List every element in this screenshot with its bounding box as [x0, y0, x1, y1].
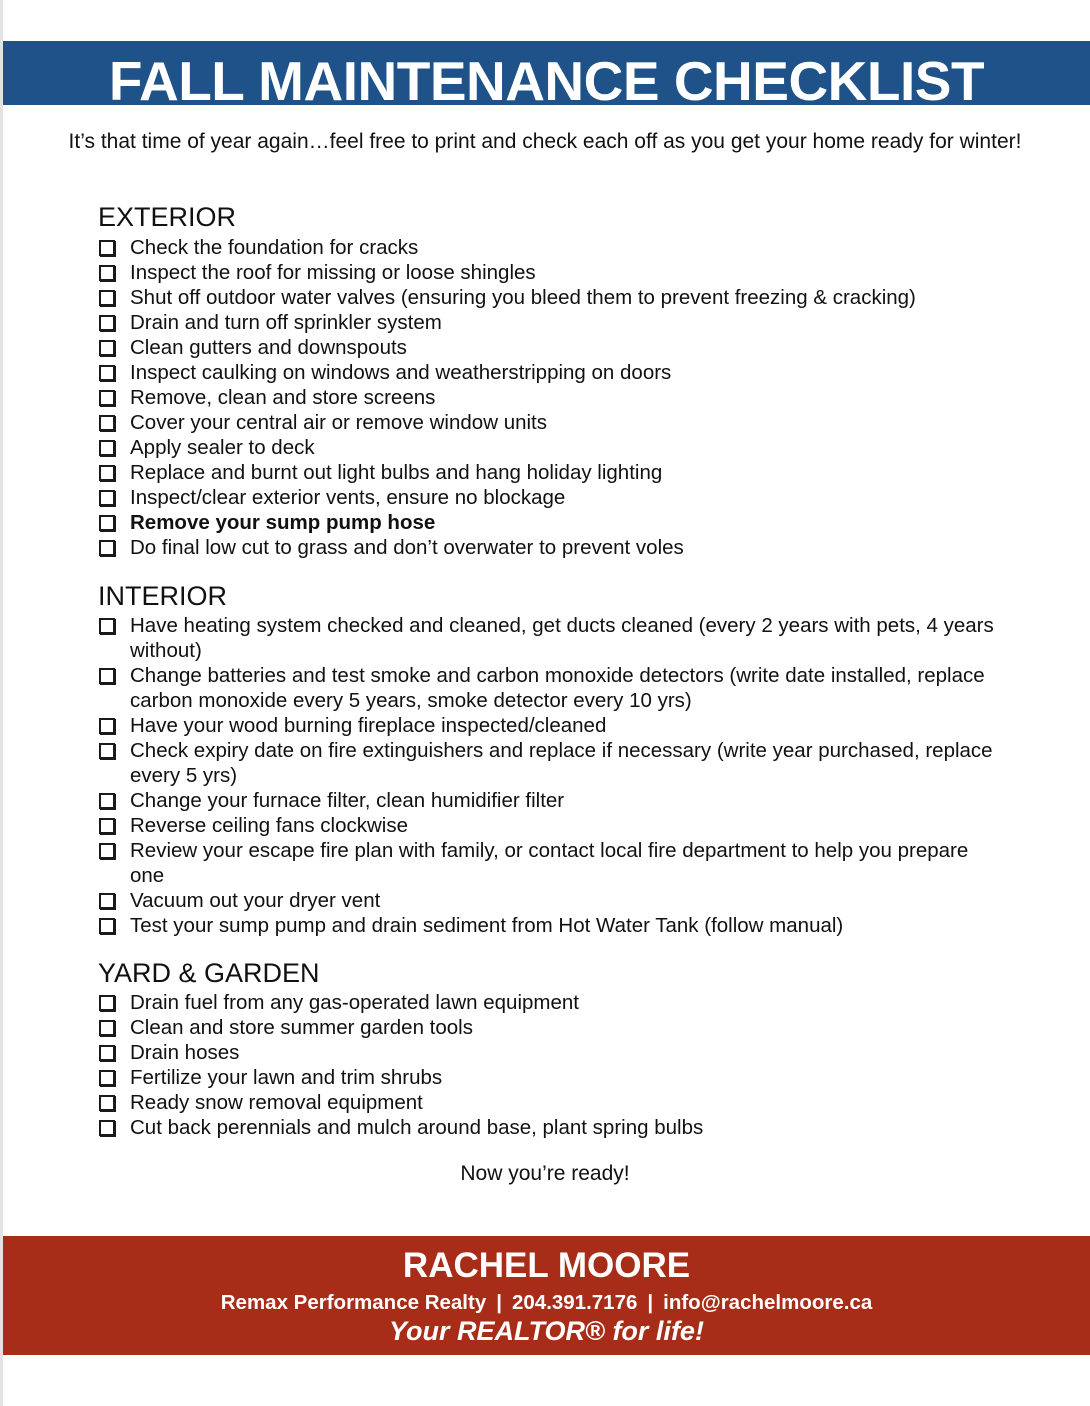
closing-text: Now you’re ready!: [460, 1162, 630, 1185]
list-item[interactable]: Check expiry date on fire extinguishers and replace if necessary (write year purchased, replace every 5 yrs): [98, 738, 998, 788]
list-item[interactable]: Ready snow removal equipment: [98, 1090, 998, 1115]
checkbox-icon[interactable]: [99, 995, 115, 1011]
checkbox-icon[interactable]: [99, 365, 115, 381]
list-item[interactable]: Cover your central air or remove window units: [98, 410, 998, 435]
intro-text: It’s that time of year again…feel free to print and check each off as you get your home ready for winter!: [68, 130, 1022, 153]
list-item[interactable]: Clean gutters and downspouts: [98, 335, 998, 360]
checkbox-icon[interactable]: [99, 893, 115, 909]
list-item[interactable]: Do final low cut to grass and don’t overwater to prevent voles: [98, 535, 998, 560]
interior-list: [98, 613, 998, 938]
checkbox-icon[interactable]: [99, 315, 115, 331]
list-item[interactable]: Remove, clean and store screens: [98, 385, 998, 410]
checkbox-icon[interactable]: [99, 818, 115, 834]
list-item[interactable]: Vacuum out your dryer vent: [98, 888, 998, 913]
yard-garden-list: [98, 990, 998, 1140]
checkbox-icon[interactable]: [99, 668, 115, 684]
page-edge: [0, 0, 3, 1406]
checkbox-icon[interactable]: [99, 415, 115, 431]
list-item[interactable]: Reverse ceiling fans clockwise: [98, 813, 998, 838]
header-band: [3, 41, 1090, 112]
checkbox-icon[interactable]: [99, 718, 115, 734]
list-item[interactable]: Inspect caulking on windows and weatherstripping on doors: [98, 360, 998, 385]
list-item[interactable]: Replace and burnt out light bulbs and hang holiday lighting: [98, 460, 998, 485]
list-item[interactable]: Inspect/clear exterior vents, ensure no blockage: [98, 485, 998, 510]
section-title-interior: INTERIOR: [98, 581, 228, 611]
list-item[interactable]: Review your escape fire plan with family, or contact local fire department to help you prepare one: [98, 838, 998, 888]
list-item[interactable]: Change your furnace filter, clean humidifier filter: [98, 788, 998, 813]
list-item[interactable]: Clean and store summer garden tools: [98, 1015, 998, 1040]
list-item[interactable]: Have heating system checked and cleaned, get ducts cleaned (every 2 years with pets, 4 years without): [98, 613, 998, 663]
list-item[interactable]: Apply sealer to deck: [98, 435, 998, 460]
separator: |: [647, 1291, 654, 1314]
checkbox-icon[interactable]: [99, 843, 115, 859]
contact-line: [3, 1290, 1090, 1316]
list-item[interactable]: Remove your sump pump hose: [98, 510, 998, 535]
checkbox-icon[interactable]: [99, 1070, 115, 1086]
list-item[interactable]: Cut back perennials and mulch around base, plant spring bulbs: [98, 1115, 998, 1140]
email-link[interactable]: info@rachelmoore.ca: [663, 1291, 873, 1314]
checkbox-icon[interactable]: [99, 540, 115, 556]
list-item[interactable]: Check the foundation for cracks: [98, 235, 998, 260]
list-item[interactable]: Have your wood burning fireplace inspected/cleaned: [98, 713, 998, 738]
checkbox-icon[interactable]: [99, 440, 115, 456]
footer-band: [3, 1236, 1090, 1355]
checkbox-icon[interactable]: [99, 340, 115, 356]
list-item[interactable]: Drain and turn off sprinkler system: [98, 310, 998, 335]
list-item[interactable]: Test your sump pump and drain sediment from Hot Water Tank (follow manual): [98, 913, 998, 938]
exterior-list: [98, 235, 998, 560]
checkbox-icon[interactable]: [99, 240, 115, 256]
checkbox-icon[interactable]: [99, 465, 115, 481]
checkbox-icon[interactable]: [99, 1120, 115, 1136]
page-title: FALL MAINTENANCE CHECKLIST: [108, 50, 985, 112]
checkbox-icon[interactable]: [99, 743, 115, 759]
list-item[interactable]: Drain fuel from any gas-operated lawn equipment: [98, 990, 998, 1015]
checkbox-icon[interactable]: [99, 265, 115, 281]
checkbox-icon[interactable]: [99, 1045, 115, 1061]
checkbox-icon[interactable]: [99, 618, 115, 634]
section-title-exterior: EXTERIOR: [98, 202, 237, 232]
list-item[interactable]: Shut off outdoor water valves (ensuring you bleed them to prevent freezing & cracking): [98, 285, 998, 310]
agent-name: RACHEL MOORE: [402, 1246, 691, 1285]
checkbox-icon[interactable]: [99, 1095, 115, 1111]
list-item[interactable]: Fertilize your lawn and trim shrubs: [98, 1065, 998, 1090]
company-name: Remax Performance Realty: [220, 1291, 487, 1314]
checkbox-icon[interactable]: [99, 490, 115, 506]
checkbox-icon[interactable]: [99, 390, 115, 406]
checkbox-icon[interactable]: [99, 918, 115, 934]
list-item[interactable]: Drain hoses: [98, 1040, 998, 1065]
checkbox-icon[interactable]: [99, 290, 115, 306]
list-item[interactable]: Inspect the roof for missing or loose shingles: [98, 260, 998, 285]
list-item[interactable]: Change batteries and test smoke and carbon monoxide detectors (write date installed, replace carbon monoxide every 5 years, smoke detector every 10 yrs): [98, 663, 998, 713]
checkbox-icon[interactable]: [99, 515, 115, 531]
phone-number[interactable]: 204.391.7176: [511, 1291, 638, 1314]
tagline: Your REALTOR® for life!: [389, 1316, 704, 1346]
checkbox-icon[interactable]: [99, 1020, 115, 1036]
separator: |: [496, 1291, 502, 1314]
checkbox-icon[interactable]: [99, 793, 115, 809]
section-title-yard-garden: YARD & GARDEN: [98, 958, 320, 988]
